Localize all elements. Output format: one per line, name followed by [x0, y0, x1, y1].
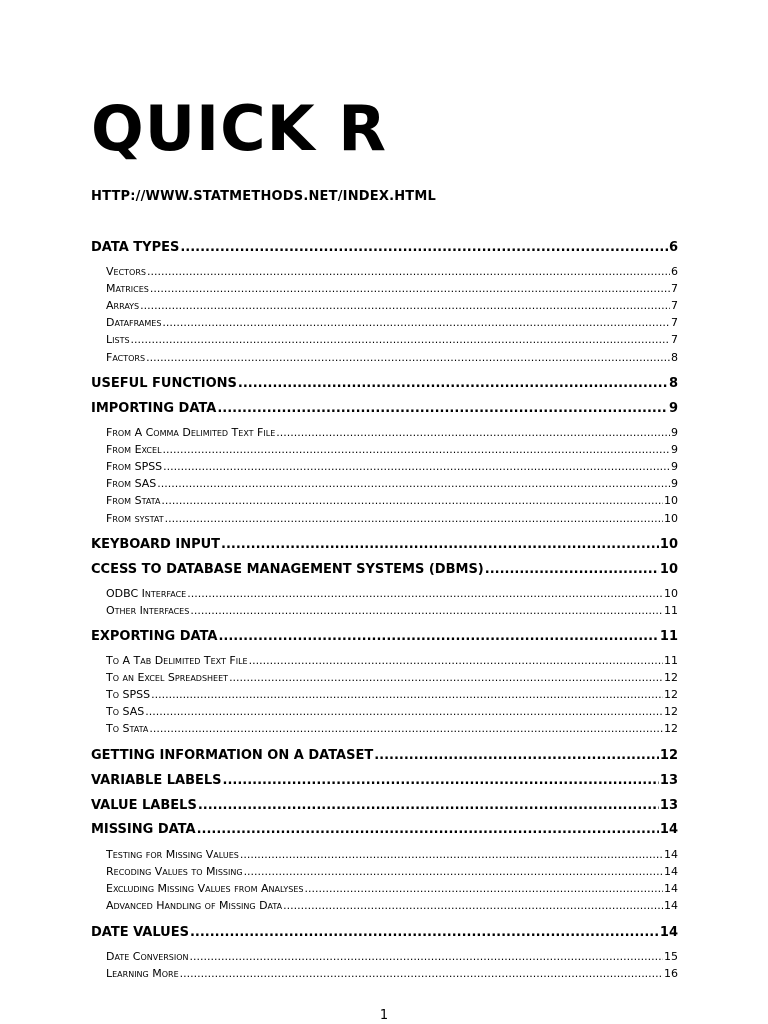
toc-dot-leader: [140, 299, 670, 312]
toc-dot-leader: [151, 688, 663, 701]
toc-entry-page: 13: [659, 798, 678, 813]
toc-subentry[interactable]: [106, 477, 678, 493]
toc-entry-label: From SAS: [106, 477, 157, 490]
toc-dot-leader: [238, 376, 668, 391]
toc-dot-leader: [165, 512, 663, 525]
toc-entry-page: 16: [664, 967, 678, 980]
toc-entry-page: 14: [664, 848, 678, 861]
toc-subentry[interactable]: [106, 351, 678, 367]
toc-dot-leader: [218, 629, 658, 644]
toc-entry-page: 9: [671, 477, 678, 490]
toc-entry-page: 14: [664, 899, 678, 912]
toc-heading-entry[interactable]: [91, 798, 678, 816]
toc-subentry[interactable]: [106, 882, 678, 898]
toc-entry-page: 14: [659, 822, 678, 837]
toc-entry-label: To an Excel Spreadsheet: [106, 671, 229, 684]
toc-subentry[interactable]: [106, 265, 678, 281]
toc-subentry[interactable]: [106, 722, 678, 738]
toc-entry-label: Lists: [106, 333, 130, 346]
toc-dot-leader: [163, 443, 670, 456]
toc-entry-label: KEYBOARD INPUT: [91, 537, 221, 552]
toc-entry-label: DATE VALUES: [91, 925, 189, 940]
page-number: 1: [379, 1008, 389, 1023]
toc-dot-leader: [190, 925, 659, 940]
toc-entry-page: 12: [659, 748, 678, 763]
toc-subentry[interactable]: [106, 705, 678, 721]
toc-entry-label: VALUE LABELS: [91, 798, 197, 813]
toc-entry-page: 7: [671, 333, 678, 346]
toc-entry-page: 14: [664, 865, 678, 878]
toc-dot-leader: [180, 240, 668, 255]
toc-entry-page: 11: [659, 629, 678, 644]
toc-heading-entry[interactable]: [91, 822, 678, 840]
toc-dot-leader: [240, 848, 663, 861]
toc-entry-label: Date Conversion: [106, 950, 189, 963]
toc-subentry[interactable]: [106, 494, 678, 510]
toc-entry-label: Excluding Missing Values from Analyses: [106, 882, 304, 895]
toc-entry-page: 9: [671, 460, 678, 473]
toc-entry-page: 12: [664, 688, 678, 701]
toc-dot-leader: [146, 351, 670, 364]
toc-entry-page: 11: [664, 654, 678, 667]
toc-dot-leader: [131, 333, 670, 346]
toc-entry-label: Testing for Missing Values: [106, 848, 239, 861]
toc-dot-leader: [162, 316, 670, 329]
toc-subentry[interactable]: [106, 865, 678, 881]
toc-dot-leader: [157, 477, 670, 490]
toc-entry-label: To Stata: [106, 722, 149, 735]
toc-entry-label: To A Tab Delimited Text File: [106, 654, 248, 667]
toc-entry-page: 6: [668, 240, 678, 255]
toc-entry-label: IMPORTING DATA: [91, 401, 217, 416]
toc-entry-label: EXPORTING DATA: [91, 629, 218, 644]
toc-dot-leader: [304, 882, 663, 895]
toc-dot-leader: [190, 604, 663, 617]
toc-entry-label: Recoding Values to Missing: [106, 865, 243, 878]
toc-dot-leader: [180, 967, 663, 980]
toc-entry-page: 9: [671, 426, 678, 439]
toc-entry-page: 13: [659, 773, 678, 788]
toc-subentry[interactable]: [106, 688, 678, 704]
toc-dot-leader: [149, 722, 663, 735]
toc-dot-leader: [147, 265, 670, 278]
toc-entry-label: From SPSS: [106, 460, 163, 473]
toc-entry-page: 6: [671, 265, 678, 278]
toc-subentry[interactable]: [106, 333, 678, 349]
toc-heading-entry[interactable]: [91, 401, 678, 419]
toc-dot-leader: [217, 401, 668, 416]
toc-entry-page: 12: [664, 671, 678, 684]
toc-heading-entry[interactable]: [91, 537, 678, 555]
toc-heading-entry[interactable]: [91, 240, 678, 258]
toc-entry-page: 9: [671, 443, 678, 456]
toc-heading-entry[interactable]: [91, 773, 678, 791]
toc-entry-page: 10: [664, 587, 678, 600]
toc-entry-page: 15: [664, 950, 678, 963]
toc-subentry[interactable]: [106, 671, 678, 687]
toc-dot-leader: [244, 865, 663, 878]
toc-subentry[interactable]: [106, 950, 678, 966]
toc-dot-leader: [374, 748, 659, 763]
toc-dot-leader: [187, 587, 663, 600]
toc-entry-label: CCESS TO DATABASE MANAGEMENT SYSTEMS (DBMS): [91, 562, 484, 577]
toc-subentry[interactable]: [106, 282, 678, 298]
toc-subentry[interactable]: [106, 587, 678, 603]
document-title: QUICK R: [91, 92, 387, 165]
toc-heading-entry[interactable]: [91, 562, 678, 580]
toc-entry-label: Other Interfaces: [106, 604, 190, 617]
toc-subentry[interactable]: [106, 848, 678, 864]
toc-entry-page: 7: [671, 282, 678, 295]
toc-entry-label: Vectors: [106, 265, 146, 278]
toc-subentry[interactable]: [106, 426, 678, 442]
toc-entry-page: 9: [668, 401, 678, 416]
toc-dot-leader: [283, 899, 663, 912]
toc-entry-label: From systat: [106, 512, 164, 525]
toc-entry-page: 10: [664, 494, 678, 507]
document-url: HTTP://WWW.STATMETHODS.NET/INDEX.HTML: [91, 189, 436, 204]
toc-entry-label: Advanced Handling of Missing Data: [106, 899, 283, 912]
toc-heading-entry[interactable]: [91, 748, 678, 766]
toc-dot-leader: [221, 537, 659, 552]
toc-entry-label: VARIABLE LABELS: [91, 773, 222, 788]
toc-entry-label: MISSING DATA: [91, 822, 196, 837]
toc-entry-label: GETTING INFORMATION ON A DATASET: [91, 748, 374, 763]
toc-subentry[interactable]: [106, 443, 678, 459]
toc-subentry[interactable]: [106, 899, 678, 915]
toc-entry-label: From Stata: [106, 494, 161, 507]
toc-subentry[interactable]: [106, 512, 678, 528]
toc-entry-label: Matrices: [106, 282, 149, 295]
toc-entry-label: DATA TYPES: [91, 240, 180, 255]
toc-entry-label: Factors: [106, 351, 146, 364]
toc-entry-page: 14: [664, 882, 678, 895]
toc-dot-leader: [229, 671, 663, 684]
toc-entry-page: 12: [664, 722, 678, 735]
toc-dot-leader: [190, 950, 663, 963]
toc-entry-page: 10: [659, 537, 678, 552]
toc-entry-page: 7: [671, 299, 678, 312]
toc-heading-entry[interactable]: [91, 376, 678, 394]
toc-entry-page: 8: [668, 376, 678, 391]
toc-dot-leader: [161, 494, 663, 507]
toc-entry-label: From Excel: [106, 443, 162, 456]
toc-dot-leader: [223, 773, 659, 788]
toc-subentry[interactable]: [106, 299, 678, 315]
toc-entry-label: To SPSS: [106, 688, 151, 701]
toc-entry-label: To SAS: [106, 705, 145, 718]
toc-subentry[interactable]: [106, 654, 678, 670]
toc-entry-page: 14: [659, 925, 678, 940]
toc-dot-leader: [150, 282, 670, 295]
toc-entry-label: USEFUL FUNCTIONS: [91, 376, 237, 391]
toc-entry-label: Learning More: [106, 967, 179, 980]
toc-subentry[interactable]: [106, 316, 678, 332]
toc-dot-leader: [276, 426, 670, 439]
toc-dot-leader: [197, 822, 659, 837]
toc-entry-label: Arrays: [106, 299, 140, 312]
toc-dot-leader: [145, 705, 663, 718]
toc-entry-label: ODBC Interface: [106, 587, 187, 600]
toc-entry-page: 10: [659, 562, 678, 577]
toc-entry-page: 10: [664, 512, 678, 525]
toc-entry-page: 7: [671, 316, 678, 329]
toc-heading-entry[interactable]: [91, 925, 678, 943]
toc-dot-leader: [198, 798, 659, 813]
toc-subentry[interactable]: [106, 967, 678, 983]
toc-entry-label: Dataframes: [106, 316, 162, 329]
toc-heading-entry[interactable]: [91, 629, 678, 647]
toc-entry-label: From A Comma Delimited Text File: [106, 426, 276, 439]
toc-entry-page: 11: [664, 604, 678, 617]
toc-dot-leader: [163, 460, 670, 473]
toc-entry-page: 8: [671, 351, 678, 364]
toc-subentry[interactable]: [106, 604, 678, 620]
toc-dot-leader: [485, 562, 659, 577]
toc-entry-page: 12: [664, 705, 678, 718]
toc-subentry[interactable]: [106, 460, 678, 476]
toc-dot-leader: [249, 654, 663, 667]
